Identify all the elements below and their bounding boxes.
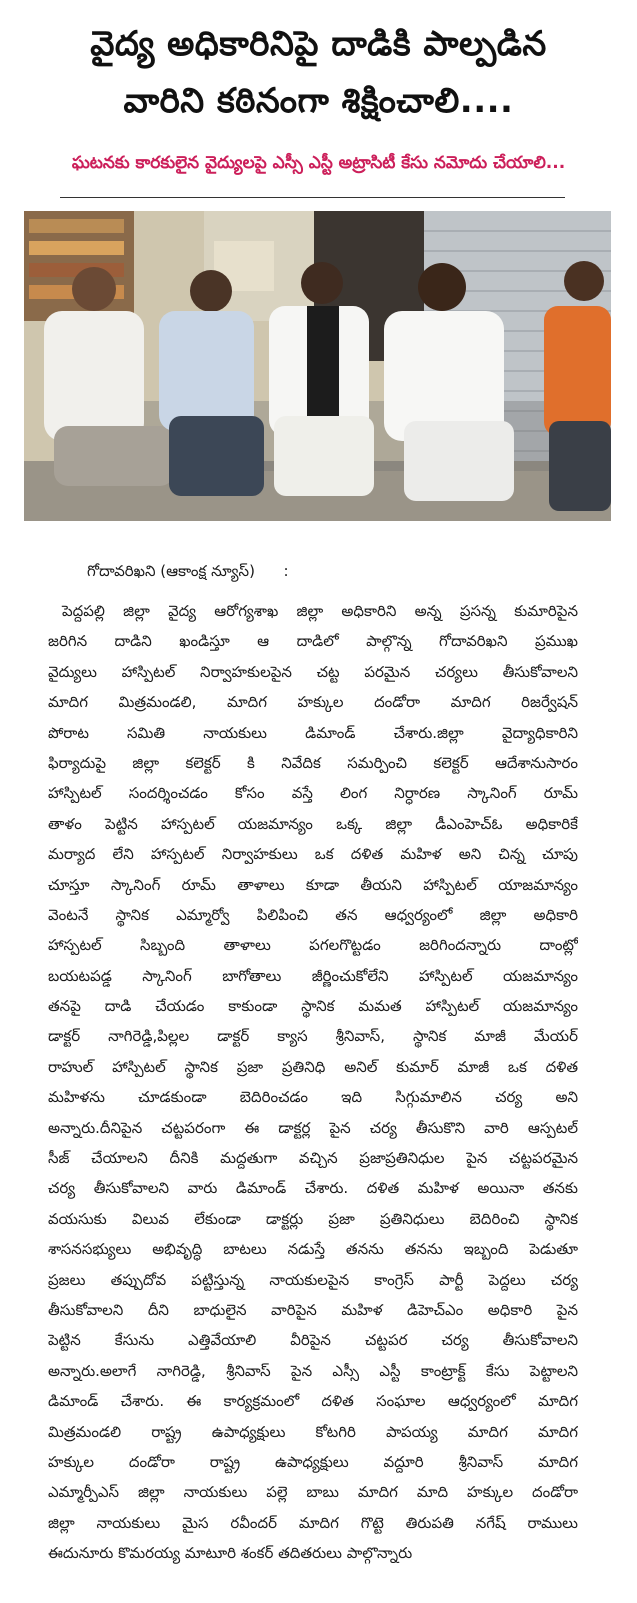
body-line: జిల్లా నాయకులు మైస రవీందర్ మాదిగ గొట్టె తిరుపతి నగేష్ రాములు bbox=[48, 1513, 578, 1532]
body-line: వెంటనే స్థానిక ఎమ్మార్వో పిలిపించి తన ఆధ్వర్యంలో జిల్లా అధికారి bbox=[48, 905, 578, 924]
body-line: సీజ్ చేయాలని దీనికి మద్దతుగా వచ్చిన ప్రజాప్రతినిధుల పైన చట్టపరమైన bbox=[48, 1149, 578, 1168]
body-line: ఫిర్యాదుపై జిల్లా కలెక్టర్ కి నివేదిక సమర్పించి కలెక్టర్ ఆదేశానుసారం bbox=[48, 753, 578, 772]
body-line: ఎమ్మార్పీఎస్ జిల్లా నాయకులు పల్లె బాబు మాదిగ మాది హక్కుల దండోరా bbox=[48, 1483, 578, 1502]
body-line: వయసుకు విలువ లేకుండా డాక్టర్లు ప్రజా ప్రతినిధులు బెదిరించి స్థానిక bbox=[48, 1209, 578, 1228]
body-line: తీసుకోవాలని దీని బాధులైన వారిపైన మహిళ డిహెచ్ఎం అధికారి పైన bbox=[48, 1300, 578, 1319]
body-line: ఈదునూరు కొమరయ్య మాటూరి శంకర్ తదితరులు పాల్గొన్నారు bbox=[48, 1544, 413, 1563]
body-line: అన్నారు.అలాగే నాగిరెడ్డి, శ్రీనివాస్ పైన ఎస్సీ ఎస్టీ కాంట్రాక్ట్ కేసు పెట్టాలని bbox=[48, 1361, 578, 1380]
body-line: జరిగిన దాడిని ఖండిస్తూ ఆ దాడిలో పాల్గొన్న గోదావరిఖని ప్రముఖ bbox=[48, 632, 578, 651]
body-line: పెద్దపల్లి జిల్లా వైద్య ఆరోగ్యశాఖ జిల్లా అధికారిని అన్న ప్రసన్న కుమారిపైన bbox=[62, 602, 578, 620]
body-line: మర్యాద లేని హాస్పటల్ నిర్వాహకులు ఒక దళిత మహిళ అని చిన్న చూపు bbox=[48, 845, 578, 864]
subheadline: ఘటనకు కారకులైన వైద్యులపై ఎస్సీ ఎస్టీ అట్రాసిటీ కేసు నమోదు చేయాలి... bbox=[71, 153, 566, 173]
body-line: మిత్రమండలి రాష్ట్ర ఉపాధ్యక్షులు కోటగిరి పాపయ్య మాదిగ మాదిగ bbox=[48, 1422, 578, 1441]
headline-line-1: వైద్య అధికారినిపై దాడికి పాల్పడిన bbox=[90, 24, 547, 64]
article-body bbox=[48, 596, 578, 1569]
divider-rule bbox=[60, 197, 565, 198]
headline-line-2: వారిని కఠినంగా శిక్షించాలి.... bbox=[123, 81, 514, 121]
body-line: తనపై దాడి చేయడం కాకుండా స్థానిక మమత హాస్పిటల్ యజమాన్యం bbox=[48, 997, 578, 1016]
body-line: పోరాట సమితి నాయకులు డిమాండ్ చేశారు.జిల్లా వైద్యాధికారిని bbox=[48, 723, 578, 742]
body-line: డాక్టర్ నాగిరెడ్డి,పిల్లల డాక్టర్ క్యాస శ్రీనివాస్, స్థానిక మాజీ మేయర్ bbox=[48, 1027, 578, 1046]
body-line: రాహుల్ హాస్పిటల్ స్థానిక ప్రజా ప్రతినిధి అనిల్ కుమార్ మాజీ ఒక దళిత bbox=[48, 1057, 578, 1076]
body-line: మహిళను చూడకుండా బెదిరించడం ఇది సిగ్గుమాలిన చర్య అని bbox=[48, 1088, 578, 1107]
body-line: చర్య తీసుకోవాలని వారు డిమాండ్ చేశారు. దళిత మహిళ అయినా తనకు bbox=[48, 1179, 578, 1198]
body-line: మాదిగ మిత్రమండలి, మాదిగ హక్కుల దండోరా మాదిగ రిజర్వేషన్ bbox=[48, 693, 578, 712]
body-line: చూస్తూ స్కానింగ్ రూమ్ తాళాలు కూడా తీయని హాస్పిటల్ యాజమాన్యం bbox=[48, 875, 578, 894]
body-line: శాసనసభ్యులు అభివృద్ధి బాటలు నడుస్తే తనను తనను ఇబ్బంది పెడుతూ bbox=[48, 1240, 578, 1259]
body-line: హక్కుల దండోరా రాష్ట్ర ఉపాధ్యక్షులు వద్దూరి శ్రీనివాస్ మాదిగ bbox=[48, 1452, 578, 1471]
body-line: అన్నారు.దీనిపైన చట్టపరంగా ఈ డాక్టర్ల పైన చర్య తీసుకొని వారి ఆస్పటల్ bbox=[48, 1118, 578, 1137]
body-line: హాస్పటల్ సిబ్బంది తాళాలు పగలగొట్టడం జరిగిందన్నారు దాంట్లో bbox=[48, 936, 578, 955]
body-line: బయటపడ్డ స్కానింగ్ బాగోతాలు జీర్ణించుకోలేని హాస్పిటల్ యజమాన్యం bbox=[48, 966, 578, 985]
body-line: ప్రజలు తప్పుదోవ పట్టిస్తున్న నాయకులపైన కాంగ్రెస్ పార్టీ పెద్దలు చర్య bbox=[48, 1270, 578, 1289]
body-line: వైద్యులు హాస్పిటల్ నిర్వాహకులపైన చట్ట పరమైన చర్యలు తీసుకోవాలని bbox=[48, 662, 578, 681]
dateline: గోదావరిఖని (ఆకాంక్ష న్యూస్) : bbox=[87, 562, 289, 580]
news-photo bbox=[24, 211, 611, 521]
body-line: తాళం పెట్టిన హాస్పటల్ యజమాన్యం ఒక్క జిల్లా డీఎంహెచ్ఓ అధికారికే bbox=[48, 814, 578, 833]
body-line: డిమాండ్ చేశారు. ఈ కార్యక్రమంలో దళిత సంఘాల ఆధ్వర్యంలో మాదిగ bbox=[48, 1392, 578, 1411]
body-line: హాస్పిటల్ సందర్శించడం కోసం వస్తే లింగ నిర్ధారణ స్కానింగ్ రూమ్ bbox=[48, 784, 578, 803]
body-line: పెట్టిన కేసును ఎత్తివేయాలి వీరిపైన చట్టపర చర్య తీసుకోవాలని bbox=[48, 1331, 578, 1350]
